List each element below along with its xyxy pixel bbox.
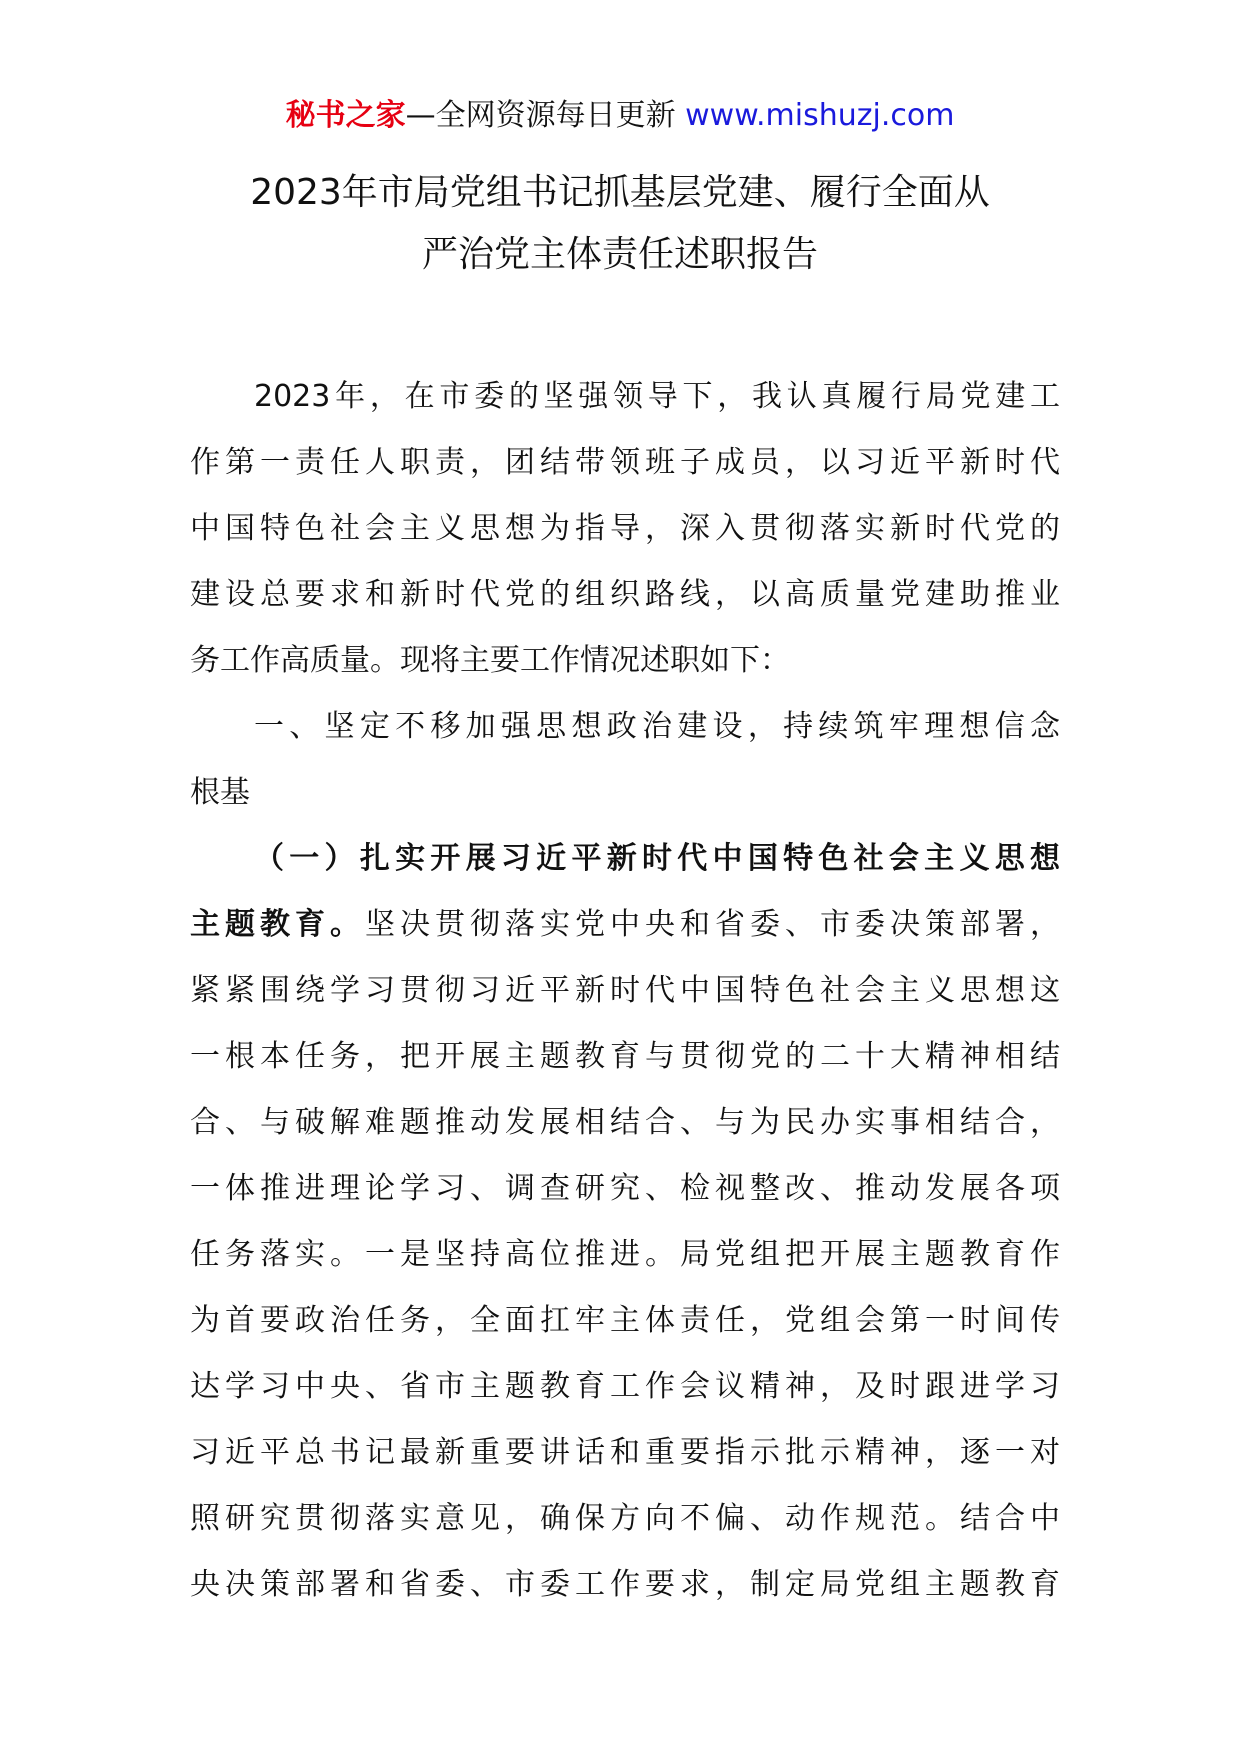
text-line: 建设总要求和新时代党的组织路线，以高质量党建助推业: [190, 577, 1060, 612]
text-line: 合、与破解难题推动发展相结合、与为民办实事相结合，: [190, 1105, 1060, 1140]
intro-paragraph: [190, 364, 1060, 694]
subsection-paragraph: [190, 826, 1060, 1618]
document-title-line-1: 2023年市局党组书记抓基层党建、履行全面从: [250, 172, 990, 213]
text-line: [190, 892, 1060, 958]
text-line: 一根本任务，把开展主题教育与贯彻党的二十大精神相结: [190, 1039, 1060, 1074]
subsection-heading-end: 主题教育。: [190, 907, 365, 942]
text-line: 紧紧围绕学习贯彻习近平新时代中国特色社会主义思想这: [190, 973, 1060, 1008]
text-line: 照研究贯彻落实意见，确保方向不偏、动作规范。结合中: [190, 1501, 1060, 1536]
text-line: 习近平总书记最新重要讲话和重要指示批示精神，逐一对: [190, 1435, 1060, 1470]
text-line: 务工作高质量。现将主要工作情况述职如下：: [190, 643, 790, 678]
subsection-heading: （一）扎实开展习近平新时代中国特色社会主义思想: [254, 841, 1060, 876]
text-line: 为首要政治任务，全面扛牢主体责任，党组会第一时间传: [190, 1303, 1060, 1338]
text-line: 任务落实。一是坚持高位推进。局党组把开展主题教育作: [190, 1237, 1060, 1272]
site-url[interactable]: www.mishuzj.com: [685, 98, 955, 133]
document-title: [150, 162, 1090, 286]
site-brand: 秘书之家: [285, 98, 406, 133]
text-line: 达学习中央、省市主题教育工作会议精神，及时跟进学习: [190, 1369, 1060, 1404]
section-heading-1: [190, 694, 1060, 826]
heading-line: 一、坚定不移加强思想政治建设，持续筑牢理想信念: [254, 709, 1060, 744]
site-header: [0, 96, 1240, 136]
document-body: [190, 364, 1060, 1618]
text-line: 作第一责任人职责，团结带领班子成员，以习近平新时代: [190, 445, 1060, 480]
heading-line: 根基: [190, 775, 250, 810]
text-line: 2023年，在市委的坚强领导下，我认真履行局党建工: [254, 379, 1060, 414]
text-run: 坚决贯彻落实党中央和省委、市委决策部署，: [365, 907, 1060, 942]
document-title-line-2: 严治党主体责任述职报告: [421, 234, 818, 275]
site-slogan: —全网资源每日更新: [405, 98, 686, 133]
text-line: 央决策部署和省委、市委工作要求，制定局党组主题教育: [190, 1567, 1060, 1602]
text-line: 一体推进理论学习、调查研究、检视整改、推动发展各项: [190, 1171, 1060, 1206]
text-line: 中国特色社会主义思想为指导，深入贯彻落实新时代党的: [190, 511, 1060, 546]
